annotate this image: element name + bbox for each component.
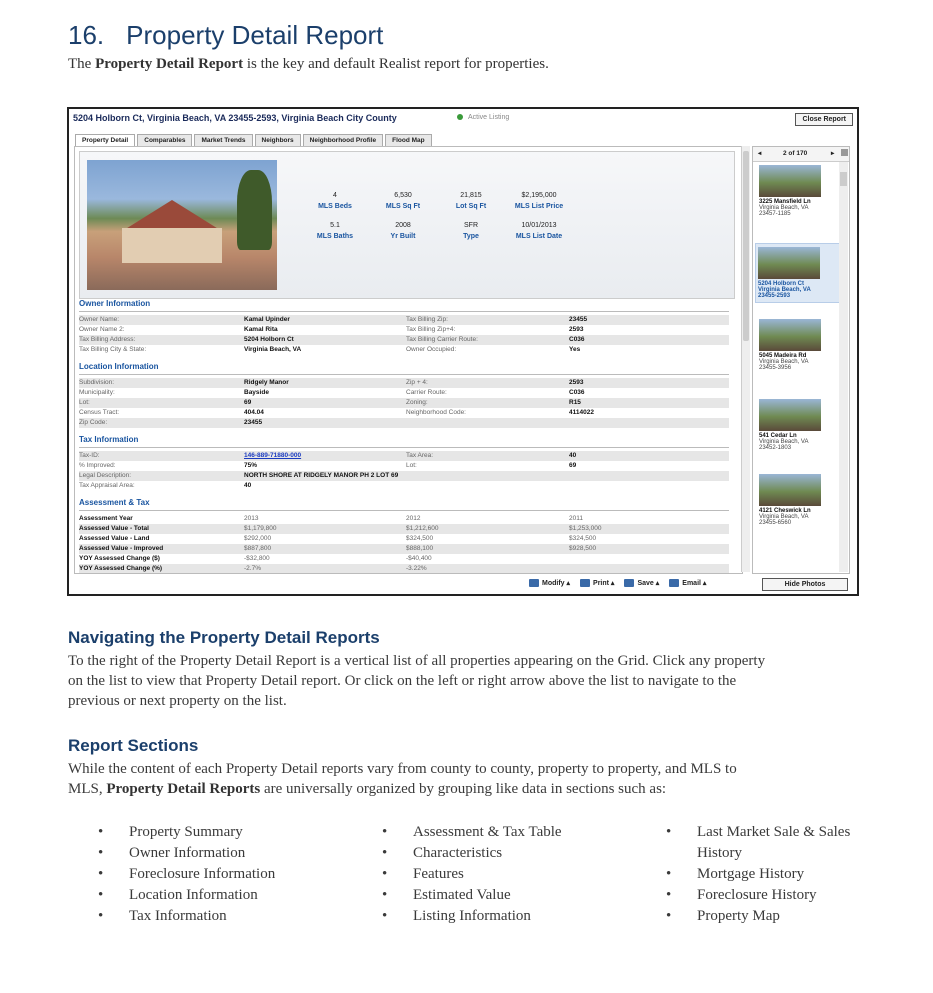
card-address: 5045 Madeira Rd (759, 353, 807, 359)
assessment-cell: YOY Assessed Change ($) (79, 555, 160, 562)
owner-cell: Tax Billing Address: (79, 336, 136, 343)
prev-arrow-icon[interactable]: ◂ (758, 150, 762, 157)
stat-sqft: 6,530 MLS Sq Ft (385, 192, 421, 210)
stat-type: SFR Type (463, 222, 479, 240)
assessment-cell: $1,253,000 (569, 525, 602, 532)
section-list-item: • Assessment & Tax Table (382, 822, 572, 843)
section-list-item: • Owner Information (98, 843, 318, 864)
title-text: Property Detail Report (126, 20, 384, 50)
location-cell: R15 (569, 399, 581, 406)
nav-line-1: To the right of the Property Detail Report is a vertical list of all properties appearing on the Grid. Click any property (68, 653, 766, 669)
location-cell: 4114022 (569, 409, 594, 416)
tax-cell: Lot: (406, 462, 417, 469)
stat-price: $2,195,000 MLS List Price (514, 192, 564, 210)
location-cell: Municipality: (79, 389, 115, 396)
section-list-item: • Characteristics (382, 843, 572, 864)
assessment-row (79, 544, 729, 554)
location-cell: 23455 (244, 419, 263, 426)
location-row (79, 388, 729, 398)
report-toolbar (529, 579, 706, 587)
tab-flood-map[interactable]: Flood Map (385, 134, 432, 146)
card-zip: 23452-1803 (759, 445, 792, 451)
list-nav (753, 147, 849, 162)
assessment-cell: $888,100 (406, 545, 434, 552)
location-cell: 404.04 (244, 409, 264, 416)
stat-list-date: 10/01/2013 MLS List Date (515, 222, 563, 240)
grid-icon[interactable] (841, 149, 848, 156)
location-cell: C036 (569, 389, 585, 396)
owner-section-title: Owner Information (79, 299, 151, 308)
nav-paragraph (68, 651, 868, 711)
tax-section-title: Tax Information (79, 435, 139, 444)
list-scrollbar[interactable] (839, 162, 848, 572)
card-address: 5204 Holborn Ct (758, 281, 805, 287)
report-tabs (75, 134, 432, 146)
location-cell: Census Tract: (79, 409, 120, 416)
save-icon (624, 579, 634, 587)
owner-row (79, 315, 729, 325)
sections-paragraph (68, 759, 868, 799)
location-row (79, 398, 729, 408)
tax-cell: 40 (244, 482, 252, 489)
status-text: Active Listing (468, 114, 510, 121)
assessment-cell: $1,179,800 (244, 525, 277, 532)
location-cell: Carrier Route: (406, 389, 447, 396)
assessment-cell: $324,500 (569, 535, 597, 542)
print-icon (580, 579, 590, 587)
sections-list-col2 (382, 822, 572, 927)
tab-neighborhood-profile[interactable]: Neighborhood Profile (303, 134, 383, 146)
assessment-cell: 2013 (244, 515, 259, 522)
owner-cell: 5204 Holborn Ct (244, 336, 294, 343)
tab-property-detail[interactable]: Property Detail (75, 134, 135, 146)
property-card[interactable] (759, 165, 835, 217)
section-list-item: • Property Map (666, 906, 856, 927)
modify-icon (529, 579, 539, 587)
assessment-section-title: Assessment & Tax (79, 498, 150, 507)
assessment-cell: YOY Assessed Change (%) (79, 565, 163, 572)
close-report-button[interactable]: Close Report (795, 113, 853, 126)
owner-cell: Tax Billing Carrier Route: (406, 336, 478, 343)
owner-cell: Owner Occupied: (406, 346, 457, 353)
card-zip: 23455-2593 (758, 293, 791, 299)
stat-year: 2008 Yr Built (390, 222, 416, 240)
sections-list-col1 (98, 822, 318, 927)
tax-row (79, 451, 729, 461)
property-card[interactable] (759, 319, 835, 371)
tax-cell: Tax Appraisal Area: (79, 482, 135, 489)
property-thumbnail (759, 399, 821, 431)
tab-market-trends[interactable]: Market Trends (194, 134, 252, 146)
assessment-row (79, 554, 729, 564)
tab-comparables[interactable]: Comparables (137, 134, 192, 146)
owner-cell: Tax Billing City & State: (79, 346, 147, 353)
assessment-row (79, 514, 729, 524)
card-city: Virginia Beach, VA (759, 205, 809, 211)
card-city: Virginia Beach, VA (759, 439, 809, 445)
tax-row (79, 481, 729, 491)
location-cell: 69 (244, 399, 252, 406)
property-list (752, 146, 850, 574)
property-card[interactable] (759, 474, 835, 526)
property-card[interactable] (759, 399, 835, 451)
property-thumbnail (758, 247, 820, 279)
tax-row (79, 461, 729, 471)
intro-pre: The (68, 56, 92, 72)
nav-heading: Navigating the Property Detail Reports (68, 628, 380, 647)
assessment-row (79, 534, 729, 544)
section-list-item: • Last Market Sale & Sales History (666, 822, 856, 864)
location-cell: Zip + 4: (406, 379, 428, 386)
assessment-cell: -$32,800 (244, 555, 270, 562)
tax-cell: 40 (569, 452, 577, 459)
assessment-cell: Assessed Value - Improved (79, 545, 164, 552)
tax-cell: Tax-ID: (79, 452, 100, 459)
owner-cell: Virginia Beach, VA (244, 346, 302, 353)
tax-row (79, 471, 729, 481)
tax-cell: % Improved: (79, 462, 116, 469)
assessment-cell: $887,800 (244, 545, 272, 552)
location-cell: Bayside (244, 389, 269, 396)
assessment-cell: -$40,400 (406, 555, 432, 562)
status-dot-icon (457, 114, 463, 120)
assessment-cell: $1,212,600 (406, 525, 439, 532)
sections-list-col3 (666, 822, 856, 927)
location-cell: Lot: (79, 399, 90, 406)
detail-scrollbar[interactable] (741, 146, 750, 572)
list-count: 2 of 170 (783, 150, 808, 157)
card-zip: 23455-6560 (759, 520, 792, 526)
card-city: Virginia Beach, VA (759, 514, 809, 520)
assessment-cell: 2012 (406, 515, 421, 522)
nav-line-3: previous or next property on the list. (68, 693, 287, 709)
modify-button[interactable]: Modify ▴ (529, 579, 570, 587)
intro-paragraph (68, 56, 549, 73)
assessment-cell: $928,500 (569, 545, 597, 552)
card-zip: 23455-3956 (759, 365, 792, 371)
location-row (79, 378, 729, 388)
assessment-cell: $324,500 (406, 535, 434, 542)
owner-cell: Kamal Rita (244, 326, 278, 333)
location-cell: Ridgely Manor (244, 379, 289, 386)
card-address: 3225 Mansfield Ln (759, 199, 811, 205)
owner-cell: Owner Name 2: (79, 326, 125, 333)
section-list-item: • Foreclosure Information (98, 864, 318, 885)
owner-row (79, 345, 729, 355)
listing-status (457, 114, 509, 121)
next-arrow-icon[interactable]: ▸ (831, 150, 835, 157)
intro-bold: Property Detail Report (95, 56, 244, 72)
card-city: Virginia Beach, VA (759, 359, 809, 365)
section-number: 16. (68, 20, 105, 50)
location-cell: Subdivision: (79, 379, 115, 386)
owner-cell: Kamal Upinder (244, 316, 290, 323)
section-list-item: • Estimated Value (382, 885, 572, 906)
assessment-row (79, 524, 729, 534)
section-list-item: • Tax Information (98, 906, 318, 927)
email-icon (669, 579, 679, 587)
property-thumbnail (759, 474, 821, 506)
location-row (79, 408, 729, 418)
owner-cell: C036 (569, 336, 585, 343)
assessment-cell: Assessment Year (79, 515, 133, 522)
nav-line-2: on the list to view that Property Detail report. Or click on the left or right arrow above the list to navigate to the (68, 673, 737, 689)
location-cell: Zip Code: (79, 419, 108, 426)
location-section-title: Location Information (79, 362, 159, 371)
sections-line-2: MLS, Property Detail Reports are universally organized by grouping like data in sections such as: (68, 781, 667, 797)
location-cell: 2593 (569, 379, 584, 386)
section-list-item: • Location Information (98, 885, 318, 906)
section-list-item: • Property Summary (98, 822, 318, 843)
tax-cell: Legal Description: (79, 472, 132, 479)
property-photo (87, 160, 277, 290)
tax-cell: Tax Area: (406, 452, 434, 459)
location-row (79, 418, 729, 428)
card-city: Virginia Beach, VA (758, 287, 811, 293)
tax-cell[interactable]: 146-889-71880-000 (244, 452, 302, 459)
property-address: 5204 Holborn Ct, Virginia Beach, VA 23455-2593, Virginia Beach City County (73, 113, 397, 123)
stat-lot: 21,815 Lot Sq Ft (455, 192, 487, 210)
tab-neighbors[interactable]: Neighbors (255, 134, 301, 146)
owner-cell: 23455 (569, 316, 588, 323)
section-list-item: • Features (382, 864, 572, 885)
email-button[interactable]: Email ▴ (669, 579, 706, 587)
owner-cell: Tax Billing Zip+4: (406, 326, 456, 333)
tax-cell: 69 (569, 462, 577, 469)
section-list-item: • Foreclosure History (666, 885, 856, 906)
assessment-row (79, 564, 729, 574)
assessment-cell: Assessed Value - Total (79, 525, 149, 532)
assessment-cell: -2.7% (244, 565, 261, 572)
section-list-item: • Listing Information (382, 906, 572, 927)
property-card[interactable] (755, 243, 840, 303)
assessment-cell: Assessed Value - Land (79, 535, 150, 542)
intro-post: is the key and default Realist report for properties. (246, 56, 549, 72)
hide-photos-button[interactable]: Hide Photos (762, 578, 848, 591)
detail-panel (74, 146, 743, 574)
card-zip: 23457-1185 (759, 211, 791, 217)
page-title (68, 20, 383, 51)
card-address: 541 Cedar Ln (759, 433, 797, 439)
save-button[interactable]: Save ▴ (624, 579, 659, 587)
owner-row (79, 335, 729, 345)
owner-cell: Owner Name: (79, 316, 120, 323)
assessment-cell: $292,000 (244, 535, 272, 542)
section-list-item: • Mortgage History (666, 864, 856, 885)
print-button[interactable]: Print ▴ (580, 579, 614, 587)
owner-cell: 2593 (569, 326, 584, 333)
owner-row (79, 325, 729, 335)
property-summary (79, 151, 735, 299)
owner-cell: Tax Billing Zip: (406, 316, 448, 323)
property-thumbnail (759, 165, 821, 197)
assessment-cell: -3.22% (406, 565, 427, 572)
owner-cell: Yes (569, 346, 581, 353)
property-thumbnail (759, 319, 821, 351)
tax-cell: NORTH SHORE AT RIDGELY MANOR PH 2 LOT 69 (244, 472, 399, 479)
tax-cell: 75% (244, 462, 258, 469)
location-cell: Zoning: (406, 399, 428, 406)
stat-baths: 5.1 MLS Baths (316, 222, 354, 240)
card-address: 4121 Cheswick Ln (759, 508, 811, 514)
report-screenshot (67, 107, 859, 596)
location-cell: Neighborhood Code: (406, 409, 466, 416)
assessment-cell: 2011 (569, 515, 583, 522)
stat-beds: 4 MLS Beds (318, 192, 352, 210)
sections-line-1: While the content of each Property Detail reports vary from county to county, property to property, and MLS to (68, 761, 737, 777)
sections-heading: Report Sections (68, 736, 199, 755)
